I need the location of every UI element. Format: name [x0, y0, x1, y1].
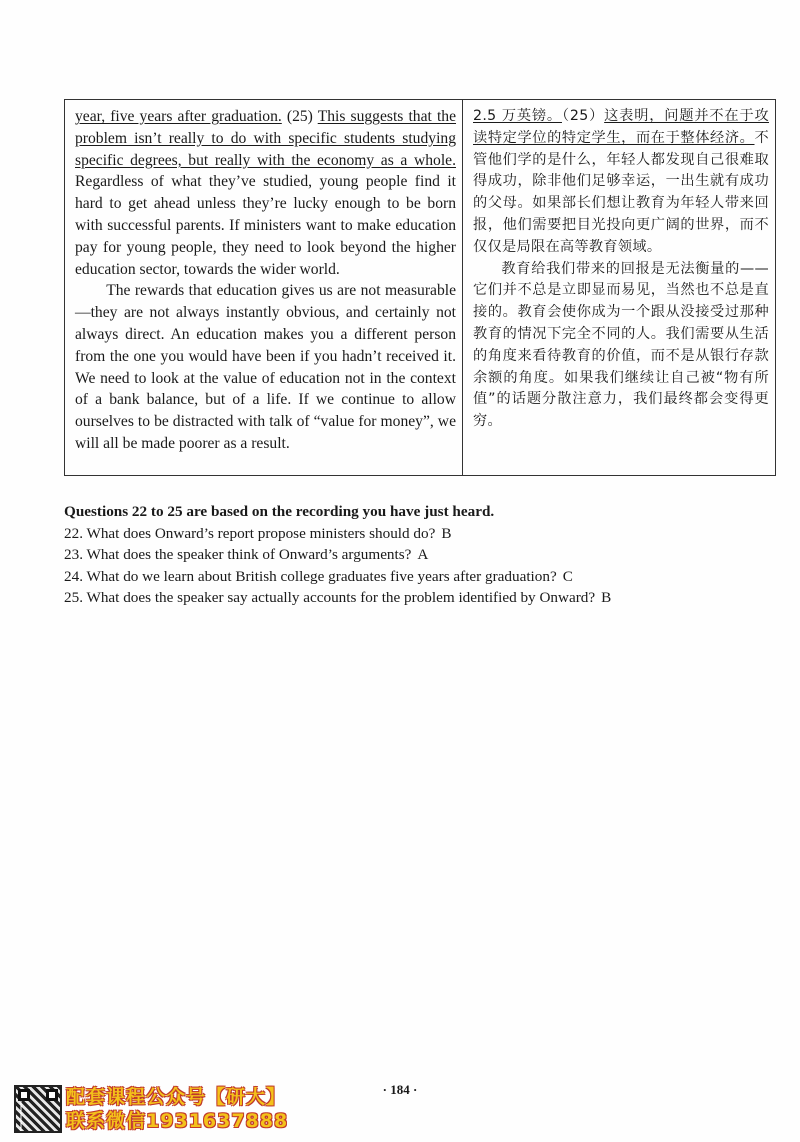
- english-marker-25: (25): [281, 108, 318, 125]
- question-22: [64, 523, 776, 545]
- question-text: 25. What does the speaker say actually accounts for the problem identified by Onward?: [64, 589, 596, 606]
- question-text: 24. What do we learn about British college graduates five years after graduation?: [64, 567, 557, 585]
- question-text: 23. What does the speaker think of Onward’s arguments?: [64, 546, 412, 563]
- question-answer: B: [441, 524, 452, 542]
- chinese-marker-25: （25）: [561, 108, 605, 124]
- chinese-underlined-text-1: 2.5 万英镑。: [473, 108, 562, 124]
- promo-line-2: 联系微信1931637888: [66, 1110, 289, 1132]
- question-answer: A: [417, 546, 429, 563]
- question-25: [64, 587, 776, 609]
- question-answer: C: [562, 567, 573, 585]
- english-underlined-key-sentence: This suggests that the problem isn’t really to do with specific students studying specific degrees, but really with the economy as a whole.: [75, 108, 457, 169]
- english-paragraph-2: The rewards that education gives us are not measurable—they are not always instantly obvious, and certainly not always direct. An education makes you a different person from the one you would have been if you hadn’t received it. We need to look at the value of education not in the context of a bank balance, but of a life. If we continue to allow ourselves to be distracted with talk of “value for money”, we will all be made poorer as a result.: [75, 282, 456, 452]
- page-number: · 184 ·: [382, 1082, 418, 1097]
- question-answer: B: [601, 589, 612, 606]
- question-text: 22. What does Onward’s report propose ministers should do?: [64, 524, 436, 542]
- english-underlined-text-1: year, five years after graduation.: [75, 108, 282, 125]
- chinese-paragraph-1: [473, 106, 769, 259]
- column-divider: [462, 100, 463, 475]
- promo-watermark: [14, 1085, 334, 1133]
- english-paragraph-1-rest: Regardless of what they’ve studied, young people find it hard to get ahead unless they’re lucky enough to be born with successful parents. If ministers want to make education pay for young people, they need to look beyond the higher education sector, towards the wider world.: [75, 173, 456, 278]
- qr-code-icon: [14, 1085, 62, 1133]
- questions-section: [64, 501, 776, 609]
- chinese-paragraph-1-rest: 不管他们学的是什么，年轻人都发现自己很难取得成功，除非他们足够幸运，一出生就有成功的父母。如果部长们想让教育为年轻人带来回报，他们需要把目光投向更广阔的世界，而不仅仅是局限在高等教育领域。: [473, 129, 769, 255]
- question-23: [64, 544, 776, 566]
- question-24: [64, 566, 776, 588]
- chinese-paragraph-2: 教育给我们带来的回报是无法衡量的——它们并不总是立即显而易见，当然也不总是直接的。教育会使你成为一个跟从没接受过那种教育的情况下完全不同的人。我们需要从生活的角度来看待教育的价值，而不是从银行存款余额的角度。如果我们继续让自己被“物有所值”的话题分散注意力，我们最终都会变得更穷。: [473, 260, 769, 430]
- chinese-underlined-key-sentence: 这表明，问题并不在于攻读特定学位的特定学生，而在于整体经济。: [473, 108, 769, 146]
- transcript-translation-table: [64, 99, 776, 476]
- questions-heading: Questions 22 to 25 are based on the recording you have just heard.: [64, 503, 495, 520]
- english-paragraph-1: [75, 106, 456, 280]
- chinese-translation-column: [473, 106, 769, 433]
- english-transcript-column: [75, 106, 456, 455]
- promo-line-1: 配套课程公众号【研大】: [66, 1086, 287, 1108]
